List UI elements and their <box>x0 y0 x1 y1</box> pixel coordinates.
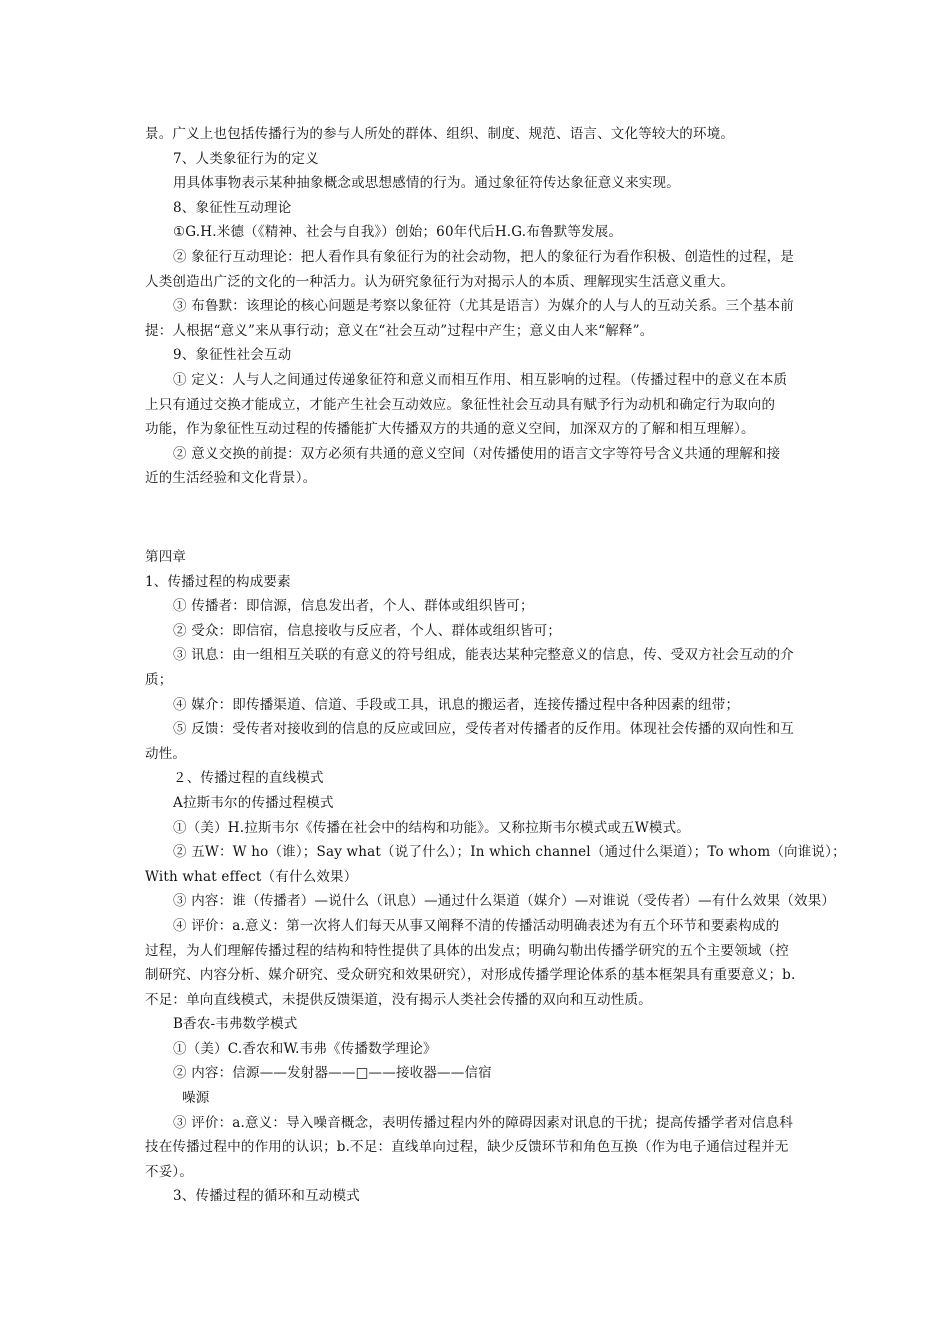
text-line: 技在传播过程中的作用的认识；b.不足：直线单向过程，缺少反馈环节和角色互换（作为电子通信过程并无 <box>145 1139 789 1156</box>
text-line: 1、传播过程的构成要素 <box>145 573 291 590</box>
text-line: ⑤ 反馈：受传者对接收到的信息的反应或回应，受传者对传播者的反作用。体现社会传播的双向性和互 <box>173 721 794 738</box>
text-line: ③ 内容：谁（传播者）—说什么（讯息）—通过什么渠道（媒介）—对谁说（受传者）—有什么效果（效果） <box>173 893 836 910</box>
text-line: A拉斯韦尔的传播过程模式 <box>173 794 334 811</box>
text-line: ④ 评价：a.意义：第一次将人们每天从事又阐释不清的传播活动明确表述为有五个环节和要素构成的 <box>173 917 780 934</box>
text-line: ③ 布鲁默：该理论的核心问题是考察以象征符（尤其是语言）为媒介的人与人的互动关系。三个基本前 <box>173 298 794 315</box>
text-line: ①（美）C.香农和W.韦弗《传播数学理论》 <box>173 1040 437 1057</box>
text-line: 近的生活经验和文化背景）。 <box>145 470 317 487</box>
text-line: With what effect（有什么效果） <box>145 868 358 885</box>
text-line: 9、象征性社会互动 <box>173 347 292 364</box>
text-line: 过程，为人们理解传播过程的结构和特性提供了具体的出发点；明确勾勒出传播学研究的五个主要领域（控 <box>145 942 789 959</box>
text-line: ２、传播过程的直线模式 <box>173 770 324 787</box>
text-line: 第四章 <box>145 549 187 565</box>
text-line: 不妥）。 <box>145 1163 194 1180</box>
text-line: ③ 讯息：由一组相互关联的有意义的符号组成，能表达某种完整意义的信息，传、受双方社会互动的介 <box>173 647 794 664</box>
text-line: 噪源 <box>182 1090 210 1107</box>
text-line: 上只有通过交换才能成立，才能产生社会互动效应。象征性社会互动具有赋予行为动机和确定行为取向的 <box>145 396 776 413</box>
text-line: 用具体事物表示某种抽象概念或思想感情的行为。通过象征符传达象征意义来实现。 <box>173 175 680 192</box>
text-line: 动性。 <box>145 745 187 762</box>
chapter-4-text-block <box>145 545 846 1209</box>
text-line: 功能，作为象征性互动过程的传播能扩大传播双方的共通的意义空间，加深双方的了解和相互理解）。 <box>145 421 755 438</box>
text-line: ③ 评价：a.意义：导入噪音概念，表明传播过程内外的障碍因素对讯息的干扰；提高传播学者对信息科 <box>173 1114 794 1131</box>
text-line: 人类创造出广泛的文化的一种活力。认为研究象征行为对揭示人的本质、理解现实生活意义重大。 <box>145 273 735 290</box>
text-line: 3、传播过程的循环和互动模式 <box>173 1188 360 1205</box>
text-line: ② 内容：信源——发射器——□——接收器——信宿 <box>173 1065 492 1082</box>
text-line: 制研究、内容分析、媒介研究、受众研究和效果研究），对形成传播学理论体系的基本框架具有重要意义；b. <box>145 967 796 984</box>
text-line: 不足：单向直线模式，未提供反馈渠道，没有揭示人类社会传播的双向和互动性质。 <box>145 991 652 1008</box>
text-line: ② 象征行互动理论：把人看作具有象征行为的社会动物，把人的象征行为看作积极、创造性的过程，是 <box>173 248 794 265</box>
chapter-3-text-block <box>145 122 810 491</box>
text-line: 7、人类象征行为的定义 <box>173 150 319 167</box>
text-line: B香农-韦弗数学模式 <box>173 1016 298 1033</box>
text-line: ② 五W：W ho（谁）；Say what（说了什么）；In which channel（通过什么渠道）；To whom（向谁说）； <box>173 844 846 861</box>
text-line: ② 受众：即信宿，信息接收与反应者，个人、群体或组织皆可； <box>173 622 562 639</box>
text-line: 8、象征性互动理论 <box>173 199 292 216</box>
text-line: ①G.H.米德（《精神、社会与自我》）创始；60年代后H.G.布鲁默等发展。 <box>173 224 623 241</box>
text-line: ① 定义：人与人之间通过传递象征符和意义而相互作用、相互影响的过程。（传播过程中的意义在本质 <box>173 371 788 388</box>
text-line: ④ 媒介：即传播渠道、信道、手段或工具，讯息的搬运者，连接传播过程中各种因素的纽带； <box>173 696 740 713</box>
text-line: ①（美）H.拉斯韦尔《传播在社会中的结构和功能》。又称拉斯韦尔模式或五W模式。 <box>173 819 690 836</box>
text-line: 景。广义上也包括传播行为的参与人所处的群体、组织、制度、规范、语言、文化等较大的环境。 <box>145 126 735 142</box>
text-line: 质； <box>145 671 173 688</box>
text-line: ① 传播者：即信源，信息发出者，个人、群体或组织皆可； <box>173 598 534 615</box>
text-line: 提：人根据“意义”来从事行动；意义在“社会互动”过程中产生；意义由人来“解释”。 <box>145 322 654 339</box>
text-line: ② 意义交换的前提：双方必须有共通的意义空间（对传播使用的语言文字等符号含义共通的理解和接 <box>173 445 781 462</box>
